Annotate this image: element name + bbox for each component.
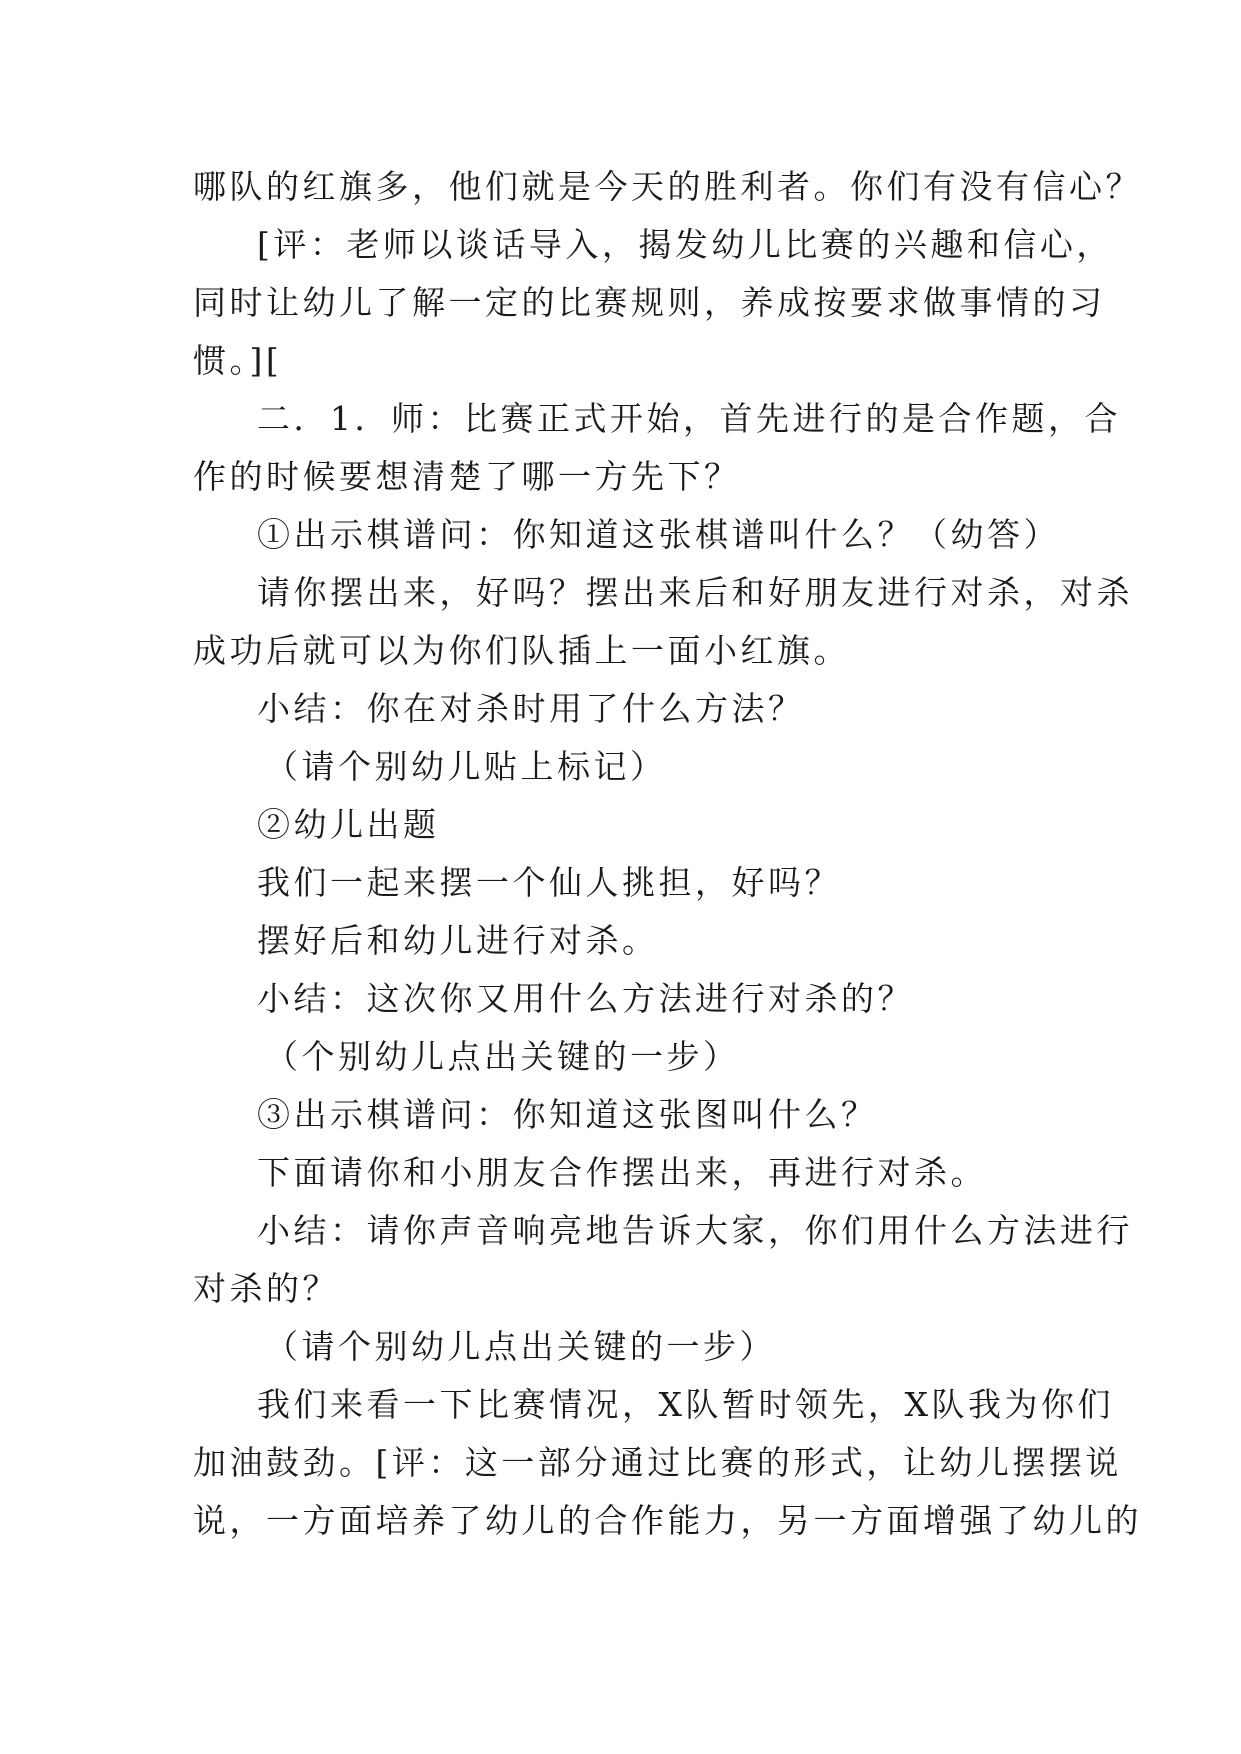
text-line: 作的时候要想清楚了哪一方先下？ — [193, 457, 741, 496]
text-line: ①出示棋谱问：你知道这张棋谱叫什么？（幼答） — [257, 515, 1060, 554]
text-line: 下面请你和小朋友合作摆出来，再进行对杀。 — [257, 1153, 987, 1192]
text-line: 请你摆出来，好吗？摆出来后和好朋友进行对杀，对杀 — [257, 573, 1133, 612]
text-line: 二．1．师：比赛正式开始，首先进行的是合作题，合 — [257, 399, 1121, 438]
text-line: 同时让幼儿了解一定的比赛规则，养成按要求做事情的习 — [193, 283, 1106, 322]
text-line: ③出示棋谱问：你知道这张图叫什么？ — [257, 1095, 878, 1134]
text-line: （请个别幼儿贴上标记） — [265, 747, 667, 786]
text-line: 我们来看一下比赛情况，X队暂时领先，X队我为你们 — [257, 1385, 1114, 1424]
text-line: 小结：你在对杀时用了什么方法？ — [257, 689, 805, 728]
text-line: 摆好后和幼儿进行对杀。 — [257, 921, 659, 960]
text-line: 我们一起来摆一个仙人挑担，好吗？ — [257, 863, 841, 902]
text-line: 小结：这次你又用什么方法进行对杀的？ — [257, 979, 914, 1018]
text-line: 对杀的？ — [193, 1269, 339, 1308]
text-line: 加油鼓劲。[评：这一部分通过比赛的形式，让幼儿摆摆说 — [193, 1443, 1122, 1482]
text-line: 哪队的红旗多，他们就是今天的胜利者。你们有没有信心？ — [193, 167, 1142, 206]
text-line: 成功后就可以为你们队插上一面小红旗。 — [193, 631, 850, 670]
text-line: 小结：请你声音响亮地告诉大家，你们用什么方法进行 — [257, 1211, 1133, 1250]
text-line: （个别幼儿点出关键的一步） — [265, 1037, 740, 1076]
text-line: 说，一方面培养了幼儿的合作能力，另一方面增强了幼儿的 — [193, 1501, 1142, 1540]
text-line: 惯。][ — [193, 341, 283, 380]
text-line: ②幼儿出题 — [257, 805, 440, 844]
text-line: （请个别幼儿点出关键的一步） — [265, 1327, 776, 1366]
text-line: [评：老师以谈话导入，揭发幼儿比赛的兴趣和信心， — [257, 225, 1113, 264]
